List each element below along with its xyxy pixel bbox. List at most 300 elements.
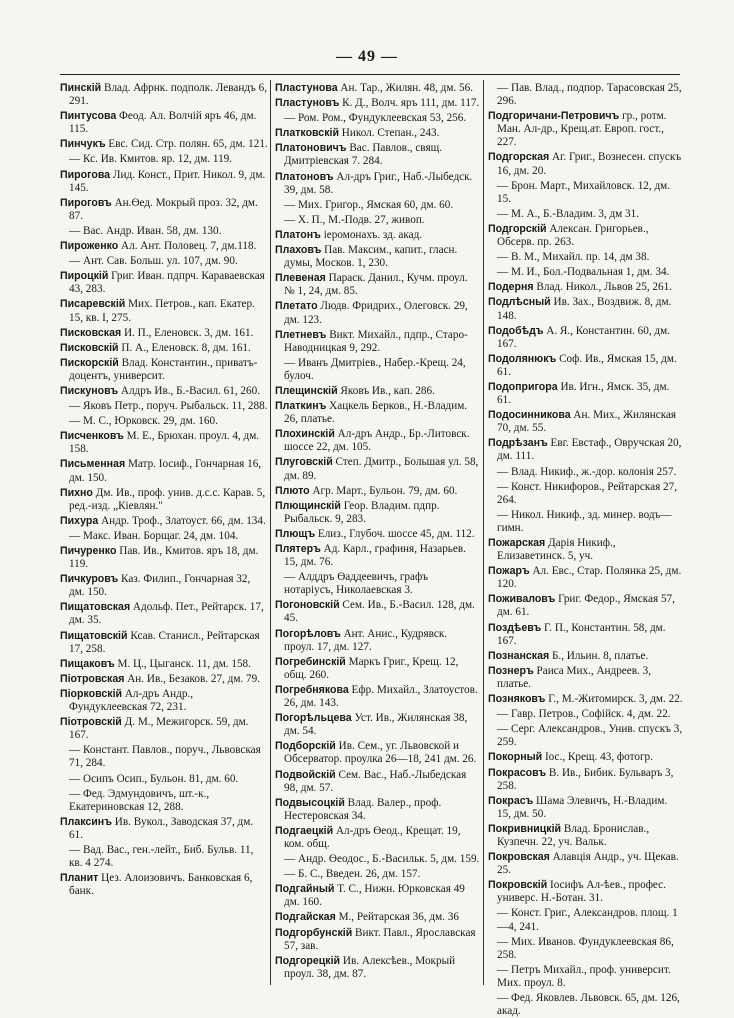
directory-entry	[488, 693, 683, 706]
directory-entry	[488, 964, 683, 990]
directory-entry	[488, 381, 683, 407]
column-divider-1	[270, 80, 271, 985]
directory-entry	[60, 415, 268, 428]
directory-entry	[488, 296, 683, 322]
entry-surname: Плещинскій	[275, 384, 338, 397]
directory-entry	[275, 797, 480, 823]
entry-details: Д. М., Межигорск. 59, дм. 167.	[69, 716, 249, 742]
entry-surname: Подгорскій	[488, 222, 547, 235]
entry-surname: Пинскій	[60, 82, 102, 94]
directory-entry	[275, 97, 480, 110]
entry-surname: Подерня	[488, 281, 534, 294]
directory-entry	[60, 688, 268, 714]
directory-entry	[275, 853, 480, 866]
entry-details: Ал-дръ Андр., Бр.-Литовск. шоссе 22, дм. 105.	[284, 428, 470, 454]
directory-entry	[60, 169, 268, 195]
directory-entry	[60, 255, 268, 268]
entry-details: К. Д., Волч. яръ 111, дм. 117.	[339, 97, 480, 110]
entry-surname: Піотровская	[60, 672, 125, 685]
entry-details: Агр. Март., Бульон. 79, дм. 60.	[309, 484, 458, 497]
entry-details: Ан. Тар., Жилян. 48, дм. 56.	[337, 82, 474, 94]
directory-entry	[60, 225, 268, 238]
entry-surname: Плюто	[275, 484, 310, 497]
entry-details: И. П., Еленовск. 3, дм. 161.	[121, 326, 254, 339]
entry-details: Ан. Мих., Жилянская 70, дм. 55.	[497, 409, 677, 435]
directory-entry	[60, 816, 268, 842]
entry-details: Ив. Алексѣев., Мокрый проул. 38, дм. 87.	[284, 954, 456, 980]
directory-entry	[275, 329, 480, 355]
entry-surname: Пинтусова	[60, 110, 117, 123]
entry-surname: Покровскій	[488, 879, 548, 892]
directory-entry	[488, 223, 683, 249]
entry-details: — В. М., Михайл. пр. 14, дм 38.	[497, 251, 650, 264]
entry-details: Мих. Петров., кап. Екатер. 15, кв. I, 275.	[69, 298, 255, 324]
directory-entry	[275, 825, 480, 851]
entry-surname: Подопригора	[488, 380, 558, 393]
directory-entry	[275, 684, 480, 710]
directory-entry	[488, 593, 683, 619]
entry-details: Викт. Михайл., пдпр., Старо-Наводницкая 9, 292.	[284, 328, 468, 354]
entry-details: Раиса Мих., Андреев. 3, платье.	[497, 664, 652, 690]
entry-details: Г. П., Константин. 58, дм. 167.	[497, 621, 666, 647]
entry-surname: Пластунова	[275, 82, 338, 94]
directory-entry	[275, 385, 480, 398]
entry-details: Ад. Карл., графиня, Назарьев. 15, дм. 76.	[284, 543, 466, 569]
directory-entry	[488, 795, 683, 821]
directory-entry	[488, 879, 683, 905]
entry-surname: Подвысоцкій	[275, 796, 345, 809]
entry-surname: Пластуновъ	[275, 97, 340, 110]
directory-entry	[488, 851, 683, 877]
directory-entry	[275, 528, 480, 541]
directory-entry	[275, 229, 480, 242]
entry-details: — Осипъ Осип., Бульон. 81, дм. 60.	[69, 772, 239, 785]
entry-details: Ан.Өед. Мокрый проз. 32, дм. 87.	[69, 196, 258, 222]
directory-entry	[488, 437, 683, 463]
directory-entry	[60, 197, 268, 223]
directory-entry	[275, 214, 480, 227]
entry-details: Ив. Игн., Ямск. 35, дм. 61.	[497, 380, 670, 407]
directory-entry	[488, 466, 683, 479]
entry-details: Б., Ильин. 8, платье.	[549, 649, 649, 662]
directory-entry	[275, 428, 480, 454]
entry-surname: Пичуренко	[60, 545, 117, 557]
directory-entry	[488, 481, 683, 507]
entry-details: Влад. Валер., проф. Нестеровская 34.	[284, 796, 442, 822]
entry-details: Ан. Ив., Безаков. 27, дм. 79.	[124, 672, 261, 685]
directory-entry	[275, 712, 480, 738]
entry-surname: Подгоричани-Петровичъ	[488, 110, 620, 123]
entry-details: — Серг. Александров., Унив. спускъ 3, 259.	[497, 723, 683, 749]
entry-surname: Плетневъ	[275, 328, 327, 341]
entry-details: Ал-дръ Өеод., Крещат. 19, ком. общ.	[284, 824, 461, 850]
entry-surname: Писченковъ	[60, 430, 124, 443]
directory-entry	[60, 270, 268, 296]
entry-surname: Плуговскій	[275, 456, 333, 469]
entry-details: М. Е., Брюхан. проул. 4, дм. 158.	[69, 430, 260, 456]
entry-details: П. А., Еленовск. 8, дм. 161.	[118, 341, 251, 354]
entry-details: — Конст. Никифоров., Рейтарская 27, 264.	[497, 480, 678, 506]
directory-entry	[488, 110, 683, 149]
directory-entry	[60, 487, 268, 513]
entry-surname: Плятеръ	[275, 543, 321, 555]
entry-details: Г., М.-Житомирск. 3, дм. 22.	[545, 693, 683, 706]
column-2	[275, 82, 480, 987]
directory-entry	[488, 708, 683, 721]
directory-entry	[275, 868, 480, 881]
entry-details: Ив. Сем., уг. Львовской и Обсерватор. проулка 26—18, 241 дм. 26.	[284, 740, 477, 766]
entry-details: — Мих. Иванов. Фундуклеевская 86, 258.	[497, 935, 674, 961]
entry-details: — Вас. Андр. Иван. 58, дм. 130.	[69, 224, 222, 237]
entry-details: Григ. Иван. пдпрч. Караваевская 43, 283.	[69, 270, 265, 296]
directory-entry	[275, 740, 480, 766]
directory-entry	[488, 723, 683, 749]
entry-surname: Покровская	[488, 851, 550, 864]
entry-details: — Гавр. Петров., Софійск. 4, дм. 22.	[497, 708, 671, 721]
directory-entry	[60, 844, 268, 870]
directory-entry	[275, 543, 480, 569]
entry-details: — Ант. Сав. Больш. ул. 107, дм. 90.	[69, 255, 238, 268]
entry-surname: Пищатовская	[60, 601, 131, 614]
entry-details: — Влад. Никиф., ж.-дор. колонія 257.	[497, 465, 677, 478]
directory-entry	[488, 907, 683, 933]
directory-entry	[60, 327, 268, 340]
entry-details: Параск. Данил., Кучм. проул. № 1, 24, дм. 85.	[284, 272, 468, 298]
directory-entry	[275, 883, 480, 909]
directory-entry	[60, 530, 268, 543]
directory-entry	[488, 823, 683, 849]
directory-entry	[488, 325, 683, 351]
directory-entry	[275, 199, 480, 212]
directory-entry	[275, 599, 480, 625]
directory-entry	[60, 673, 268, 686]
directory-entry	[488, 650, 683, 663]
entry-surname: Покривницкій	[488, 822, 562, 835]
directory-entry	[60, 658, 268, 671]
directory-entry	[488, 665, 683, 691]
entry-details: — Констант. Павлов., поруч., Львовская 71, 284.	[69, 744, 261, 770]
entry-surname: Пискорскій	[60, 356, 119, 369]
entry-details: — Алддръ Өаддеевичъ, графъ нотаріусъ, Николаевская 3.	[284, 571, 429, 597]
directory-entry	[275, 82, 480, 95]
entry-surname: Плющинскій	[275, 499, 341, 512]
entry-details: — Петръ Михайл., проф. университ. Мих. проул. 8.	[497, 963, 671, 989]
directory-entry	[488, 266, 683, 279]
directory-entry	[275, 300, 480, 326]
entry-details: Феод. Ал. Волчій яръ 46, дм. 115.	[69, 110, 257, 136]
entry-surname: Платоновъ	[275, 170, 334, 183]
directory-entry	[275, 127, 480, 140]
directory-entry	[60, 110, 268, 136]
directory-entry	[275, 628, 480, 654]
entry-surname: Погребинскій	[275, 655, 346, 668]
entry-details: Степ. Дмитр., Большая ул. 58, дм. 89.	[284, 456, 479, 482]
header-rule	[60, 74, 680, 75]
entry-details: іеромонахъ. зд. акад.	[320, 228, 423, 241]
entry-surname: Позняковъ	[488, 693, 546, 706]
entry-details: Влад. Константин., приватъ-доцентъ, университ.	[69, 356, 258, 382]
directory-entry	[275, 485, 480, 498]
entry-details: Ив. Вукол., Заводская 37, дм. 61.	[69, 815, 254, 841]
entry-details: — Х. П., М.-Подв. 27, живоп.	[284, 213, 425, 226]
directory-entry	[488, 565, 683, 591]
directory-entry	[60, 545, 268, 571]
entry-details: Григ. Федор., Ямская 57, дм. 61.	[497, 593, 675, 619]
directory-entry	[275, 142, 480, 168]
entry-details: Андр. Троф., Златоуст. 66, дм. 134.	[98, 514, 266, 527]
entry-details: Ал. Евс., Стар. Полянка 25, дм. 120.	[497, 565, 682, 591]
entry-details: Маркъ Григ., Крещ. 12, общ. 260.	[284, 655, 459, 681]
entry-details: — Пав. Влад., подпор. Тарасовская 25, 296.	[497, 82, 682, 108]
entry-surname: Плющъ	[275, 527, 316, 540]
entry-surname: Плевеная	[275, 272, 326, 285]
directory-entry	[275, 400, 480, 426]
entry-details: Уст. Ив., Жилянская 38, дм. 54.	[284, 712, 468, 738]
directory-entry	[488, 992, 683, 1018]
entry-details: Хацкель Берков., Н.-Владим. 26, платье.	[284, 400, 468, 426]
directory-entry	[60, 82, 268, 108]
entry-surname: Подгорбунскій	[275, 926, 353, 939]
entry-surname: Плохинскій	[275, 428, 335, 441]
entry-surname: Поживаловъ	[488, 593, 556, 606]
directory-entry	[60, 716, 268, 742]
directory-entry	[275, 244, 480, 270]
entry-surname: Подлѣсный	[488, 296, 551, 309]
entry-surname: Писаревскій	[60, 298, 126, 311]
entry-surname: Плетато	[275, 300, 318, 313]
entry-surname: Погорѣловъ	[275, 627, 341, 640]
entry-details: Шама Элевичъ, Н.-Владим. 15, дм. 50.	[497, 794, 668, 820]
directory-entry	[60, 630, 268, 656]
page-number: — 49 —	[336, 48, 398, 65]
entry-details: Викт. Павл., Ярославская 57, зав.	[284, 926, 476, 952]
entry-surname: Погребнякова	[275, 683, 349, 696]
entry-surname: Платковскій	[275, 127, 339, 140]
directory-entry	[275, 571, 480, 597]
entry-details: Каз. Филип., Гончарная 32, дм. 150.	[69, 573, 251, 599]
entry-surname: Піорковскій	[60, 687, 123, 700]
entry-surname: Погорѣльцева	[275, 712, 352, 725]
directory-entry	[60, 400, 268, 413]
directory-entry	[488, 208, 683, 221]
directory-entry	[60, 385, 268, 398]
entry-details: М. Ц., Цыганск. 11, дм. 158.	[114, 657, 251, 670]
entry-surname: Подолянюкъ	[488, 352, 557, 365]
directory-entry	[60, 601, 268, 627]
directory-entry	[60, 298, 268, 324]
entry-details: — Ром. Ром., Фундуклеевская 53, 256.	[284, 112, 467, 125]
entry-surname: Піотровскій	[60, 716, 122, 729]
directory-entry	[275, 171, 480, 197]
entry-surname: Пищатовскій	[60, 629, 128, 642]
entry-surname: Подгайская	[275, 911, 336, 924]
entry-details: Соф. Ив., Ямская 15, дм. 61.	[497, 352, 677, 378]
entry-surname: Пихно	[60, 486, 93, 499]
entry-surname: Пожаръ	[488, 565, 530, 578]
entry-details: Влад. Афрнк. подполк. Левандъ 6, 291.	[69, 82, 268, 108]
directory-entry	[60, 773, 268, 786]
directory-entry	[488, 751, 683, 764]
entry-surname: Писковская	[60, 326, 122, 339]
entry-details: — Мих. Григор., Ямская 60, дм. 60.	[284, 198, 454, 211]
entry-surname: Пичкуровъ	[60, 573, 119, 586]
entry-details: В. Ив., Бибик. Бульваръ 3, 258.	[497, 766, 674, 792]
entry-surname: Подгаецкій	[275, 824, 334, 837]
entry-details: — М. С., Юрковск. 29, дм. 160.	[69, 415, 218, 428]
entry-surname: Плаксинъ	[60, 815, 112, 828]
entry-surname: Пироженко	[60, 240, 119, 253]
directory-entry	[60, 458, 268, 484]
entry-details: Пав. Ив., Кмитов. яръ 18, дм. 119.	[69, 545, 259, 571]
directory-entry	[60, 430, 268, 456]
directory-entry	[488, 353, 683, 379]
entry-details: Ефр. Михайл., Златоустов. 26, дм. 143.	[284, 683, 478, 710]
entry-surname: Подгорская	[488, 151, 550, 164]
entry-details: Адольф. Пет., Рейтарск. 17, дм. 35.	[69, 601, 264, 627]
entry-details: Цез. Алоизовичъ. Банковская 6, банк.	[69, 872, 253, 898]
entry-details: Аг. Григ., Вознесен. спускъ 16, дм. 20.	[497, 151, 682, 177]
entry-details: Лид. Конст., Прит. Никол. 9, дм. 145.	[69, 168, 266, 194]
entry-surname: Подрѣзанъ	[488, 437, 548, 450]
entry-details: Матр. Іосиф., Гончарная 16, дм. 150.	[69, 458, 262, 484]
directory-entry	[275, 112, 480, 125]
entry-details: Яковъ Ив., кап. 286.	[337, 384, 435, 397]
entry-details: Евс. Сид. Стр. полян. 65, дм. 121.	[105, 138, 268, 151]
entry-details: М., Рейтарская 36, дм. 36	[335, 911, 459, 924]
entry-surname: Подвойскій	[275, 768, 336, 781]
entry-surname: Подгорецкій	[275, 954, 341, 967]
directory-entry	[488, 537, 683, 563]
entry-details: Людв. Фридрих., Олеговск. 29, дм. 123.	[284, 300, 468, 326]
directory-entry	[275, 656, 480, 682]
directory-entry	[60, 342, 268, 355]
entry-surname: Пискуновъ	[60, 384, 119, 397]
entry-details: Ал. Ант. Половец. 7, дм.118.	[118, 240, 257, 253]
entry-surname: Покорный	[488, 751, 543, 764]
entry-details: Дм. Ив., проф. унив. д.с.с. Карав. 5, ред.-изд. „Кіевлян."	[69, 486, 266, 512]
entry-details: Елиз., Глубоч. шоссе 45, дм. 112.	[315, 527, 475, 540]
entry-surname: Пинчукъ	[60, 138, 106, 151]
directory-entry	[488, 251, 683, 264]
entry-details: — М. И., Бол.-Подвальная 1, дм. 34.	[497, 266, 670, 279]
entry-details: — Яковъ Петр., поруч. Рыбальск. 11, 288.	[69, 400, 268, 413]
entry-details: — Кс. Ив. Кмитов. яр. 12, дм. 119.	[69, 153, 233, 166]
directory-entry	[275, 911, 480, 924]
entry-details: — Макс. Иван. Борщаг. 24, дм. 104.	[69, 529, 239, 542]
entry-details: гр., ротм. Ман. Ал-др., Крещ.ат. Европ. гост., 227.	[497, 110, 667, 149]
entry-details: Ксав. Станисл., Рейтарская 17, 258.	[69, 629, 260, 655]
entry-details: Алавція Андр., уч. Щекав. 25.	[497, 851, 679, 877]
entry-surname: Подгайный	[275, 883, 335, 896]
directory-entry	[488, 82, 683, 108]
column-divider-2	[483, 80, 484, 985]
entry-surname: Покрасъ	[488, 794, 534, 807]
entry-surname: Пихура	[60, 514, 99, 527]
directory-entry	[488, 767, 683, 793]
entry-details: — Фед. Яковлев. Львовск. 65, дм. 126, акад.	[497, 992, 680, 1018]
entry-details: Вас. Павлов., свящ. Дмитріевская 7. 284.	[284, 142, 443, 168]
entry-details: Ал-дръ Андр., Фундуклеевская 72, 231.	[69, 687, 194, 714]
entry-details: Т. С., Нижн. Юрковская 49 дм. 160.	[284, 883, 465, 909]
entry-surname: Пирогова	[60, 168, 111, 181]
entry-details: — Брон. Март., Михайловск. 12, дм. 15.	[497, 179, 671, 205]
entry-surname: Познеръ	[488, 664, 534, 677]
directory-entry	[60, 872, 268, 898]
entry-details: Ив. Зах., Воздвиж. 8, дм. 148.	[497, 296, 672, 322]
directory-entry	[275, 500, 480, 526]
directory-entry	[60, 573, 268, 599]
entry-details: Никол. Степан., 243.	[338, 127, 440, 140]
entry-surname: Платонъ	[275, 228, 321, 241]
directory-entry	[488, 622, 683, 648]
entry-surname: Пироцкій	[60, 270, 109, 283]
entry-details: Евг. Евстаф., Овручская 20, дм. 111.	[497, 437, 682, 463]
entry-details: Алексан. Григорьев., Обсерв. пр. 263.	[497, 222, 649, 249]
entry-details: — Конст. Григ., Александров. площ. 1—4, 241.	[497, 907, 678, 933]
directory-entry	[488, 180, 683, 206]
entry-details: Алдръ Ив., Б.-Васил. 61, 260.	[118, 384, 261, 397]
directory-entry	[60, 744, 268, 770]
directory-entry	[60, 788, 268, 814]
entry-details: Сем. Ив., Б.-Васил. 128, дм. 45.	[284, 599, 475, 625]
entry-surname: Познанская	[488, 649, 550, 662]
directory-entry	[488, 409, 683, 435]
entry-surname: Платкинъ	[275, 400, 327, 413]
directory-entry	[275, 955, 480, 981]
directory-entry	[275, 927, 480, 953]
directory-entry	[60, 240, 268, 253]
column-1	[60, 82, 268, 987]
entry-details: — Андр. Өеодос., Б.-Васильк. 5, дм. 159.	[284, 853, 480, 866]
entry-details: Ант. Анис., Кудрявск. проул. 17, дм. 127.	[284, 627, 448, 653]
entry-details: А. Я., Константин. 60, дм. 167.	[497, 324, 670, 350]
column-3	[488, 82, 683, 1018]
entry-surname: Пищаковъ	[60, 657, 115, 670]
directory-entry	[60, 153, 268, 166]
entry-details: Сем. Вас., Наб.-Лыбедская 98, дм. 57.	[284, 768, 467, 794]
directory-entry	[275, 456, 480, 482]
entry-surname: Подборскій	[275, 740, 336, 753]
entry-surname: Писковскій	[60, 341, 119, 354]
entry-details: Ал-дръ Григ., Наб.-Лыбедск. 39, дм. 58.	[284, 170, 473, 196]
directory-entry	[60, 357, 268, 383]
entry-surname: Пожарская	[488, 537, 546, 549]
entry-details: Іосифъ Ал-ѣев., профес. универс. Н.-Ботан. 31.	[497, 879, 666, 905]
entry-details: — Фед. Эдмундовичъ, шт.-к., Екатериновская 12, 288.	[69, 787, 210, 813]
entry-surname: Письменная	[60, 458, 126, 471]
entry-surname: Поздѣевъ	[488, 621, 542, 634]
directory-entry	[60, 515, 268, 528]
entry-details: — Никол. Никиф., зд. минер. водъ—гимн.	[497, 508, 672, 534]
entry-surname: Плаховъ	[275, 244, 322, 257]
entry-surname: Покрасовъ	[488, 766, 547, 779]
directory-entry	[488, 151, 683, 177]
directory-entry	[488, 936, 683, 962]
entry-surname: Пироговъ	[60, 196, 112, 209]
entry-details: Геор. Владим. пдпр. Рыбальск. 9, 283.	[284, 499, 440, 525]
entry-details: Іос., Крещ. 43, фотогр.	[542, 751, 653, 764]
entry-details: Влад. Никол., Львов 25, 261.	[533, 281, 672, 294]
entry-details: — Вад. Вас., ген.-лейт., Биб. Бульв. 11, кв. 4 274.	[69, 843, 254, 870]
entry-details: — М. А., Б.-Владим. 3, дм 31.	[497, 207, 640, 220]
entry-details: — Б. С., Введен. 26, дм. 157.	[284, 868, 421, 881]
entry-details: Дарія Никиф., Елизаветинск. 5, уч.	[497, 537, 616, 563]
directory-entry	[488, 509, 683, 535]
entry-surname: Подосинникова	[488, 409, 571, 422]
entry-surname: Планит	[60, 872, 99, 885]
entry-details: Пав. Максим., капит., гласн. думы, Москов. 1, 230.	[284, 244, 458, 270]
directory-entry	[488, 281, 683, 294]
